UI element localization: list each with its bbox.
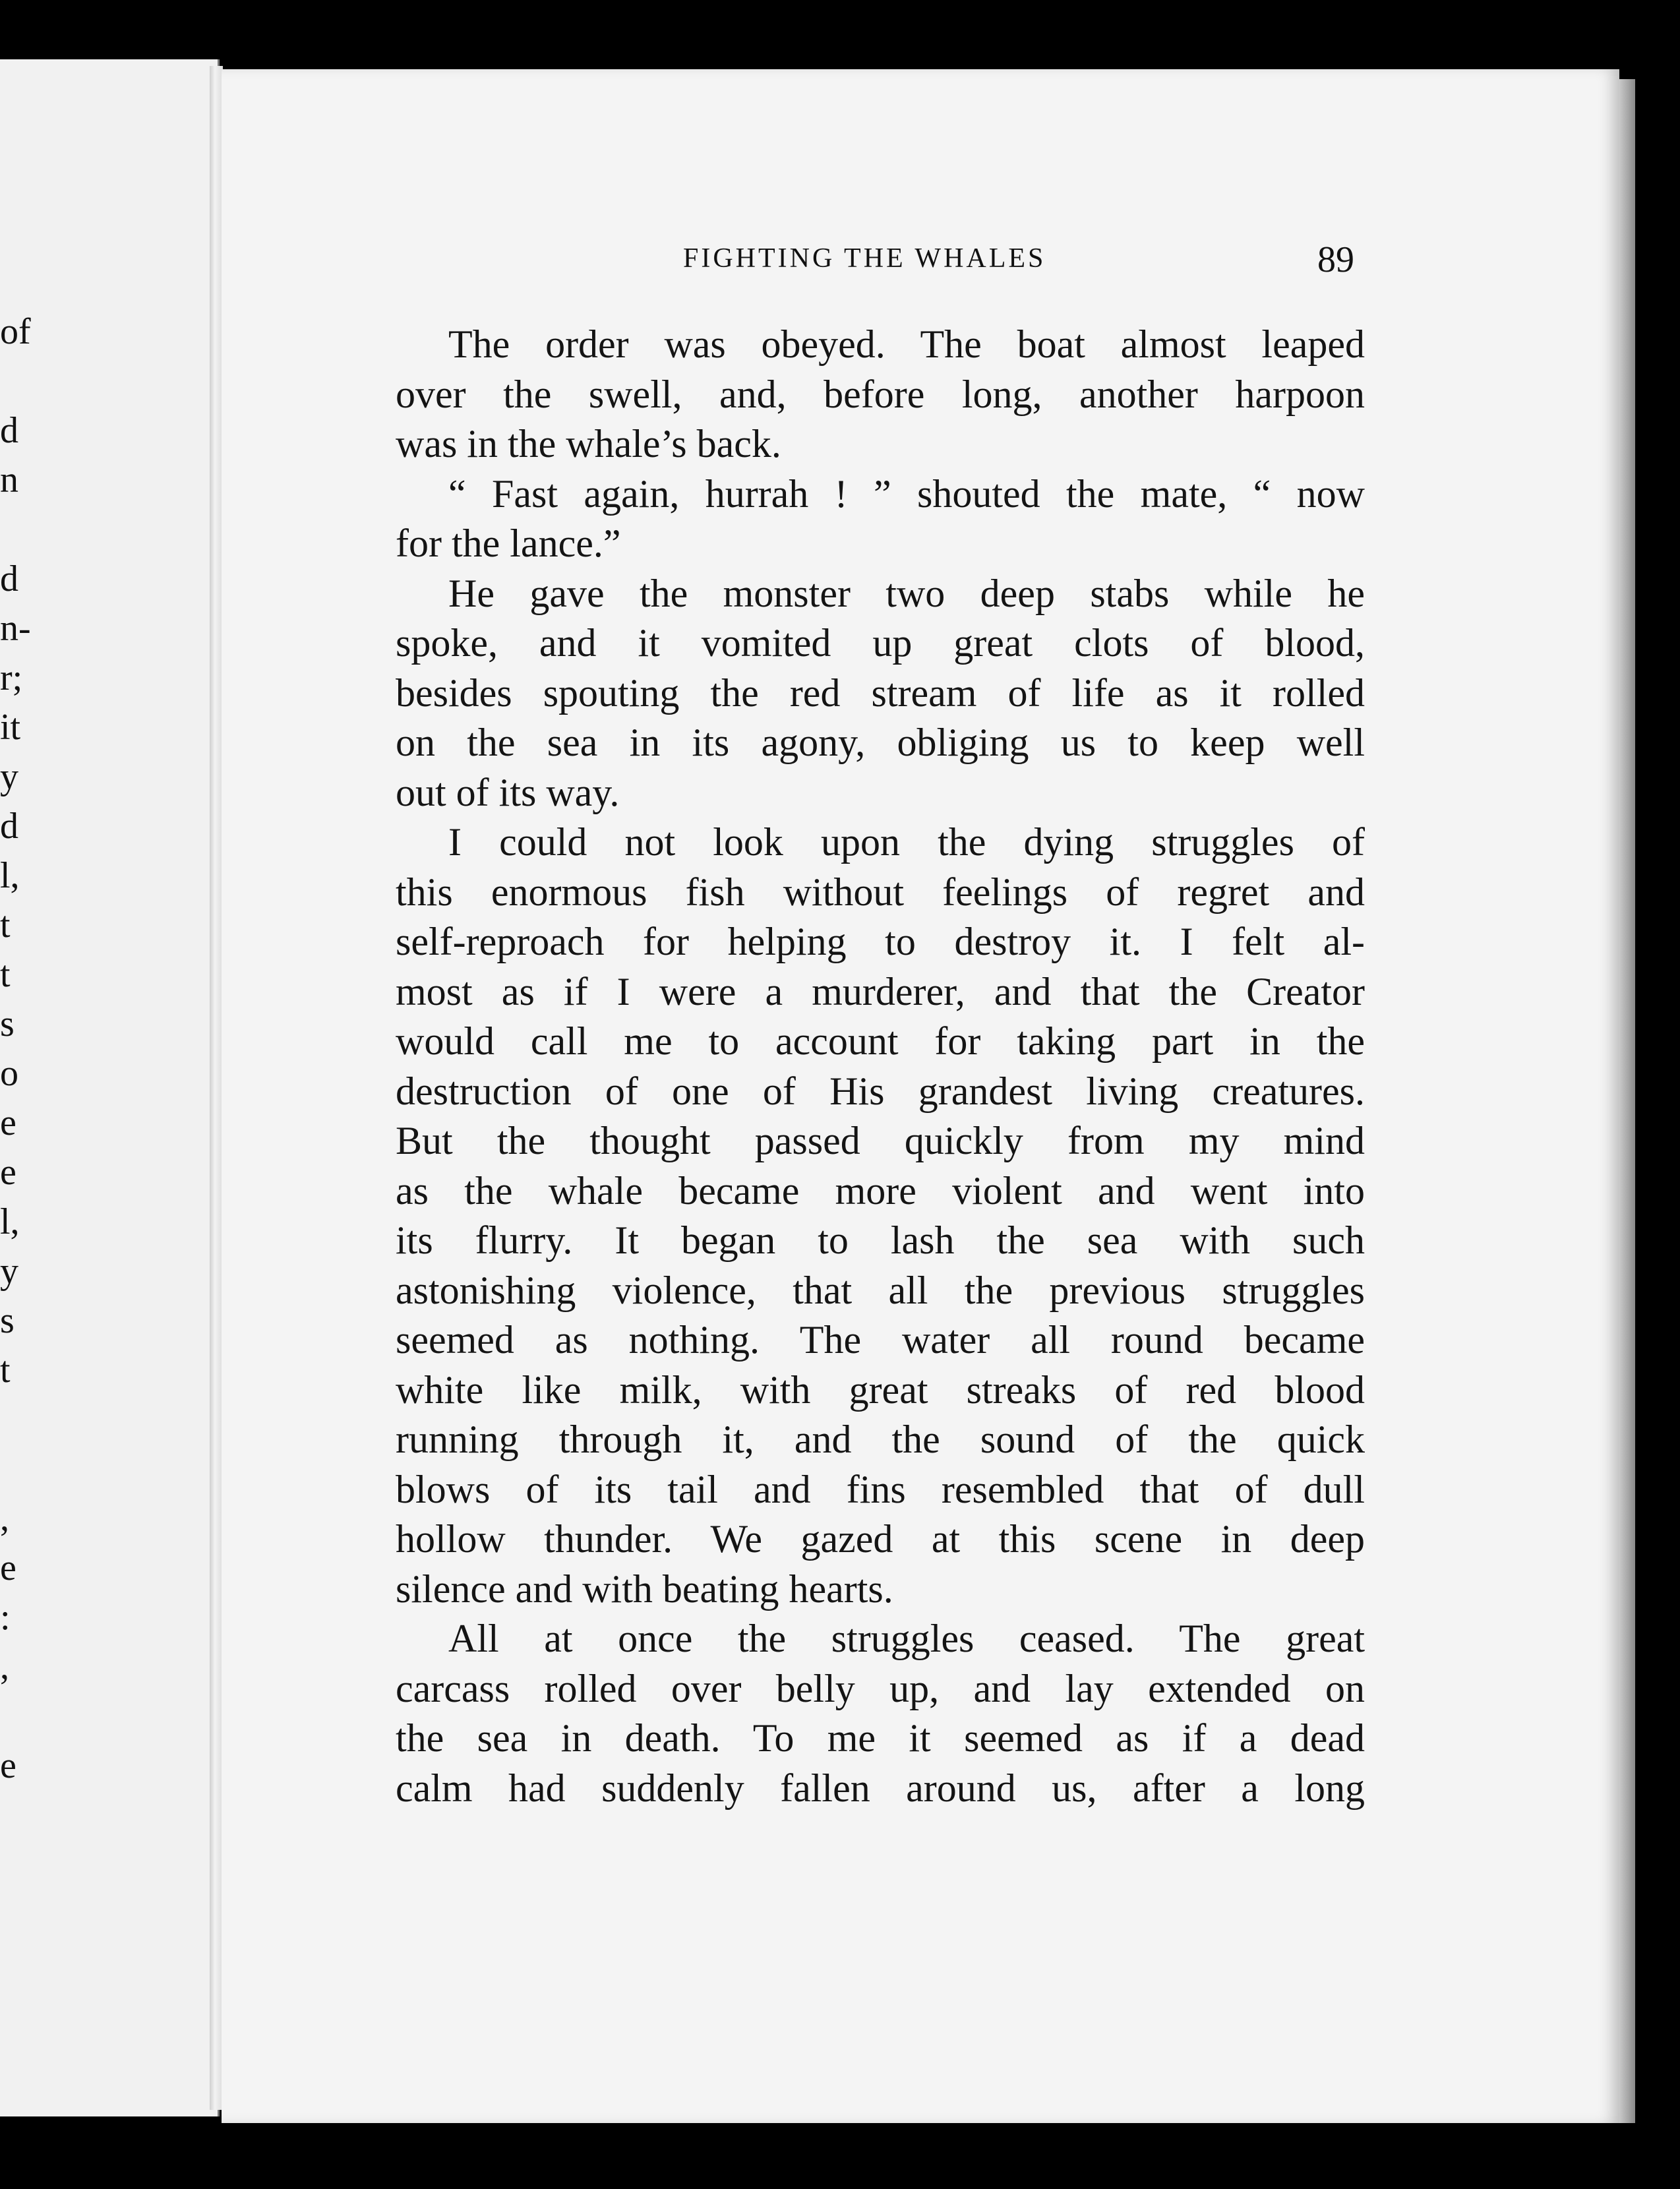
- text-line: hollow thunder. We gazed at this scene in deep: [396, 1517, 1365, 1561]
- page-number: 89: [1317, 239, 1354, 280]
- paragraph: [396, 320, 1365, 469]
- running-head: FIGHTING THE WHALES: [683, 243, 1046, 274]
- text-line: over the swell, and, before long, another harpoon: [396, 372, 1365, 416]
- paragraph: [396, 569, 1365, 818]
- left-fragment: it: [0, 707, 21, 748]
- left-fragment: e: [0, 1152, 16, 1193]
- left-fragment: s: [0, 1004, 15, 1044]
- text-line: astonishing violence, that all the previous struggles: [396, 1268, 1365, 1312]
- text-line: He gave the monster two deep stabs while he: [448, 571, 1365, 615]
- text-line: would call me to account for taking part in the: [396, 1019, 1365, 1063]
- text-line: The order was obeyed. The boat almost leaped: [448, 322, 1365, 366]
- text-line: as the whale became more violent and went into: [396, 1168, 1365, 1213]
- text-line: destruction of one of His grandest living creatures.: [396, 1069, 1365, 1113]
- left-fragment: l,: [0, 855, 20, 896]
- left-fragment: t: [0, 905, 11, 945]
- left-fragment: y: [0, 1251, 18, 1292]
- paragraph: [396, 469, 1365, 569]
- text-line: for the lance.”: [396, 522, 621, 565]
- left-fragment: s: [0, 1300, 15, 1341]
- left-fragment: ,: [0, 1646, 9, 1687]
- left-fragment: e: [0, 1102, 16, 1143]
- left-fragment: n: [0, 460, 18, 500]
- left-fragment: d: [0, 410, 18, 451]
- text-line: All at once the struggles ceased. The great: [448, 1617, 1365, 1660]
- book-gutter: [210, 66, 223, 2110]
- text-line: this enormous fish without feelings of regret and: [396, 870, 1365, 914]
- text-line: its flurry. It began to lash the sea with such: [396, 1218, 1365, 1262]
- text-line: was in the whale’s back.: [396, 422, 781, 465]
- text-line: I could not look upon the dying struggles of: [448, 820, 1365, 864]
- text-line: most as if I were a murderer, and that the Creator: [396, 969, 1365, 1013]
- text-line: blows of its tail and fins resembled that of dull: [396, 1467, 1365, 1511]
- paragraph: [396, 1614, 1365, 1813]
- left-fragment: t: [0, 954, 11, 995]
- text-line: seemed as nothing. The water all round became: [396, 1318, 1365, 1362]
- page-edge-shadow: [1619, 79, 1635, 2123]
- paragraph: [396, 818, 1365, 1614]
- text-line: white like milk, with great streaks of red blood: [396, 1367, 1365, 1412]
- text-line: on the sea in its agony, obliging us to keep well: [396, 721, 1365, 764]
- text-line: But the thought passed quickly from my mind: [396, 1119, 1365, 1162]
- body-text: [396, 320, 1365, 1813]
- left-fragment: r;: [0, 657, 23, 698]
- left-fragment: n-: [0, 608, 31, 649]
- text-line: running through it, and the sound of the quick: [396, 1418, 1365, 1461]
- text-line: besides spouting the red stream of life as it rolled: [396, 671, 1365, 715]
- left-fragment: d: [0, 558, 18, 599]
- text-line: carcass rolled over belly up, and lay extended on: [396, 1666, 1365, 1710]
- text-line: out of its way.: [396, 770, 620, 814]
- left-fragment: of: [0, 311, 31, 352]
- text-line: spoke, and it vomited up great clots of blood,: [396, 621, 1365, 665]
- left-fragment: y: [0, 756, 18, 797]
- left-fragment: t: [0, 1350, 11, 1391]
- left-fragment: ,: [0, 1498, 9, 1539]
- text-line: the sea in death. To me it seemed as if a dead: [396, 1716, 1365, 1760]
- text-line: self-reproach for helping to destroy it. I felt al-: [396, 920, 1365, 963]
- left-facing-page: [0, 59, 220, 2116]
- left-fragment: d: [0, 806, 18, 847]
- left-page-text-fragments: [0, 59, 218, 2116]
- text-line: “ Fast again, hurrah ! ” shouted the mate, “ now: [448, 471, 1365, 516]
- left-fragment: e: [0, 1745, 16, 1786]
- text-line: calm had suddenly fallen around us, after a long: [396, 1766, 1365, 1810]
- text-line: silence and with beating hearts.: [396, 1567, 893, 1611]
- left-fragment: l,: [0, 1201, 20, 1242]
- left-fragment: o: [0, 1053, 18, 1094]
- left-fragment: e: [0, 1547, 16, 1588]
- left-fragment: :: [0, 1597, 11, 1638]
